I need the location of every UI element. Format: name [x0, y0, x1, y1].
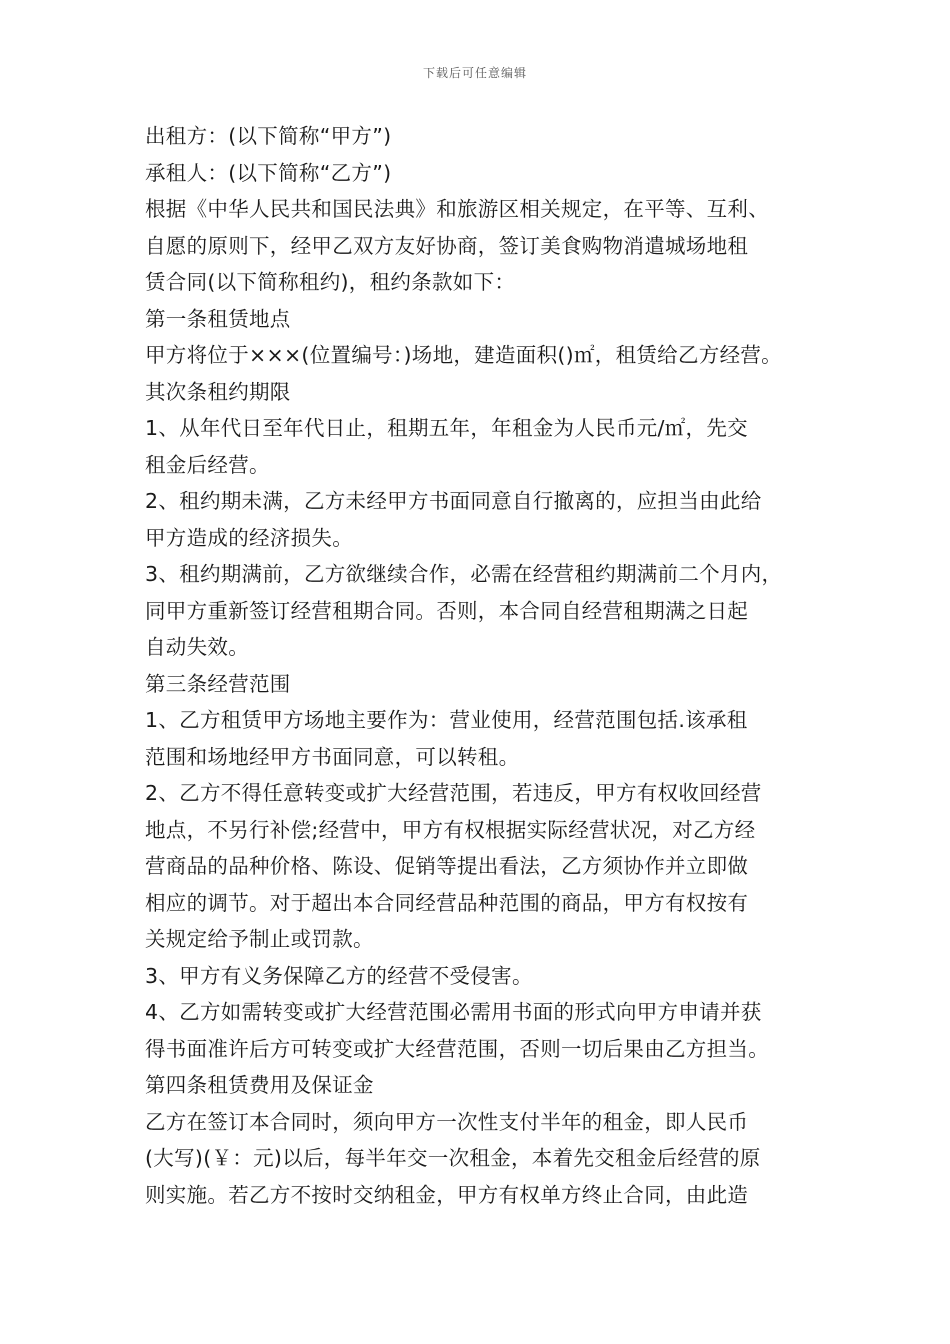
text-line: 承租人：(以下简称“乙方”) [145, 160, 392, 185]
section-heading: 第四条租赁费用及保证金 [145, 1073, 374, 1097]
text-line: 3、甲方有义务保障乙方的经营不受侵害。 [145, 963, 533, 988]
text-line: 出租方：(以下简称“甲方”) [145, 124, 392, 148]
text-line: 甲方造成的经济损失。 [145, 525, 353, 550]
text-line: 根据《中华人民共和国民法典》和旅游区相关规定，在平等、互利、 [145, 197, 769, 221]
text-line: 营商品的品种价格、陈设、促销等提出看法，乙方须协作并立即做 [145, 854, 749, 878]
header-note: 下载后可任意编辑 [422, 66, 527, 80]
text-line: 赁合同(以下简称租约)，租约条款如下： [145, 270, 516, 294]
text-line: 自动失效。 [145, 635, 249, 659]
text-line: 2、乙方不得任意转变或扩大经营范围，若违反，甲方有权收回经营 [145, 781, 762, 805]
section-heading: 其次条租约期限 [145, 379, 291, 404]
section-heading: 第一条租赁地点 [145, 306, 291, 331]
text-line: 相应的调节。对于超出本合同经营品种范围的商品，甲方有权按有 [145, 890, 749, 915]
text-line: 则实施。若乙方不按时交纳租金，甲方有权单方终止合同，由此造 [145, 1182, 749, 1207]
section-heading: 第三条经营范围 [145, 671, 291, 696]
text-line: 同甲方重新签订经营租期合同。否则，本合同自经营租期满之日起 [145, 598, 749, 623]
text-line: 乙方在签订本合同时，须向甲方一次性支付半年的租金，即人民币 [145, 1109, 749, 1134]
text-line: 1、从年代日至年代日止，租期五年，年租金为人民币元/㎡，先交 [145, 416, 748, 440]
text-line: 地点，不另行补偿;经营中，甲方有权根据实际经营状况，对乙方经 [145, 817, 756, 842]
text-line: 甲方将位于×××(位置编号：)场地，建造面积()㎡，租赁给乙方经营。 [145, 343, 782, 367]
text-line: 2、租约期未满，乙方未经甲方书面同意自行撤离的，应担当由此给 [145, 489, 762, 513]
text-line: 自愿的原则下，经甲乙双方友好协商，签订美食购物消遣城场地租 [145, 233, 749, 258]
text-line: 关规定给予制止或罚款。 [145, 927, 374, 951]
contract-body [145, 118, 817, 1213]
text-line: 范围和场地经甲方书面同意，可以转租。 [145, 744, 520, 769]
text-line: 得书面准许后方可转变或扩大经营范围，否则一切后果由乙方担当。 [145, 1036, 769, 1061]
text-line: 4、乙方如需转变或扩大经营范围必需用书面的形式向甲方申请并获 [145, 1000, 762, 1024]
text-line: 1、乙方租赁甲方场地主要作为：营业使用，经营范围包括.该承租 [145, 708, 748, 732]
text-line: 3、租约期满前，乙方欲继续合作，必需在经营租约期满前二个月内， [145, 562, 783, 586]
text-line: (大写)(￥：元)以后，每半年交一次租金，本着先交租金后经营的原 [145, 1146, 761, 1170]
text-line: 租金后经营。 [145, 452, 270, 477]
